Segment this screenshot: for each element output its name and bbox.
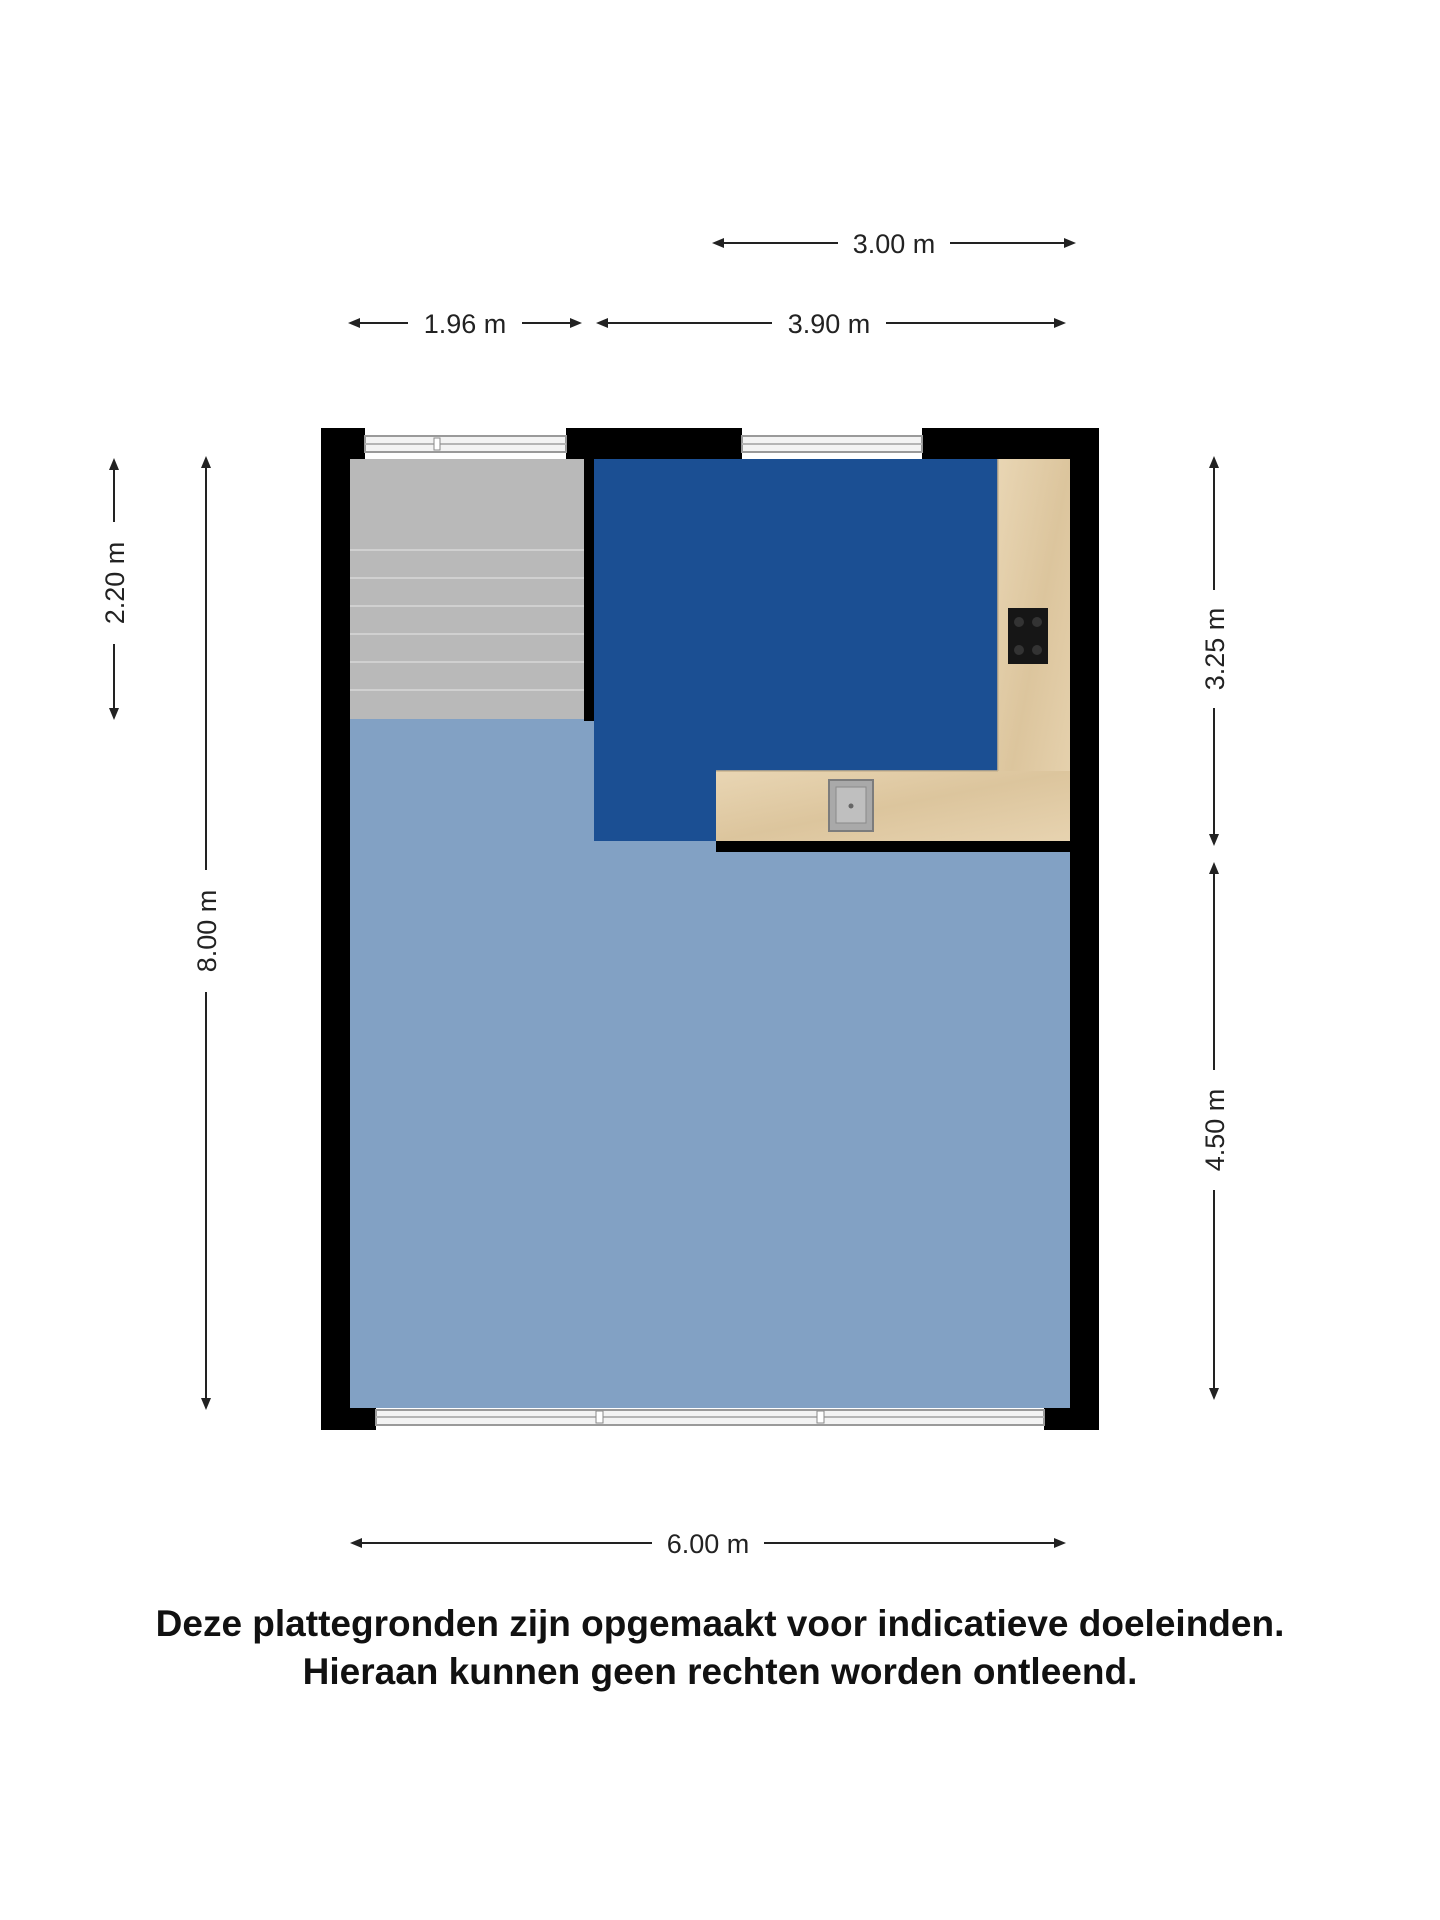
dimension-left-inner — [192, 456, 222, 1410]
dimension-label: 6.00 m — [666, 1529, 750, 1559]
dimension-top-right — [596, 309, 1066, 339]
dimension-top-left — [348, 309, 582, 339]
window-bottom — [376, 1410, 1044, 1425]
disclaimer-line-1: Deze plattegronden zijn opgemaakt voor indicatieve doeleinden. — [155, 1603, 1285, 1644]
staircase — [348, 459, 585, 719]
dimension-label: 8.00 m — [192, 889, 222, 973]
dimension-label: 1.96 m — [423, 309, 507, 339]
sink-icon — [829, 780, 873, 831]
dimension-right-lower — [1200, 862, 1230, 1400]
window-top-left — [365, 436, 566, 452]
dimension-label: 3.90 m — [787, 309, 871, 339]
dimension-left-outer — [100, 458, 130, 720]
dimension-label: 2.20 m — [100, 541, 130, 625]
dimension-label: 3.25 m — [1200, 607, 1230, 691]
dimension-label: 3.00 m — [852, 229, 936, 259]
window-top-right — [742, 436, 922, 452]
dimension-bottom — [350, 1529, 1066, 1559]
dimension-label: 4.50 m — [1200, 1088, 1230, 1172]
cooktop-icon — [1008, 608, 1048, 664]
dimension-right-upper — [1200, 456, 1230, 846]
dimension-top-upper — [712, 229, 1076, 259]
disclaimer-line-2: Hieraan kunnen geen rechten worden ontleend. — [302, 1651, 1138, 1692]
disclaimer — [0, 1600, 1440, 1696]
